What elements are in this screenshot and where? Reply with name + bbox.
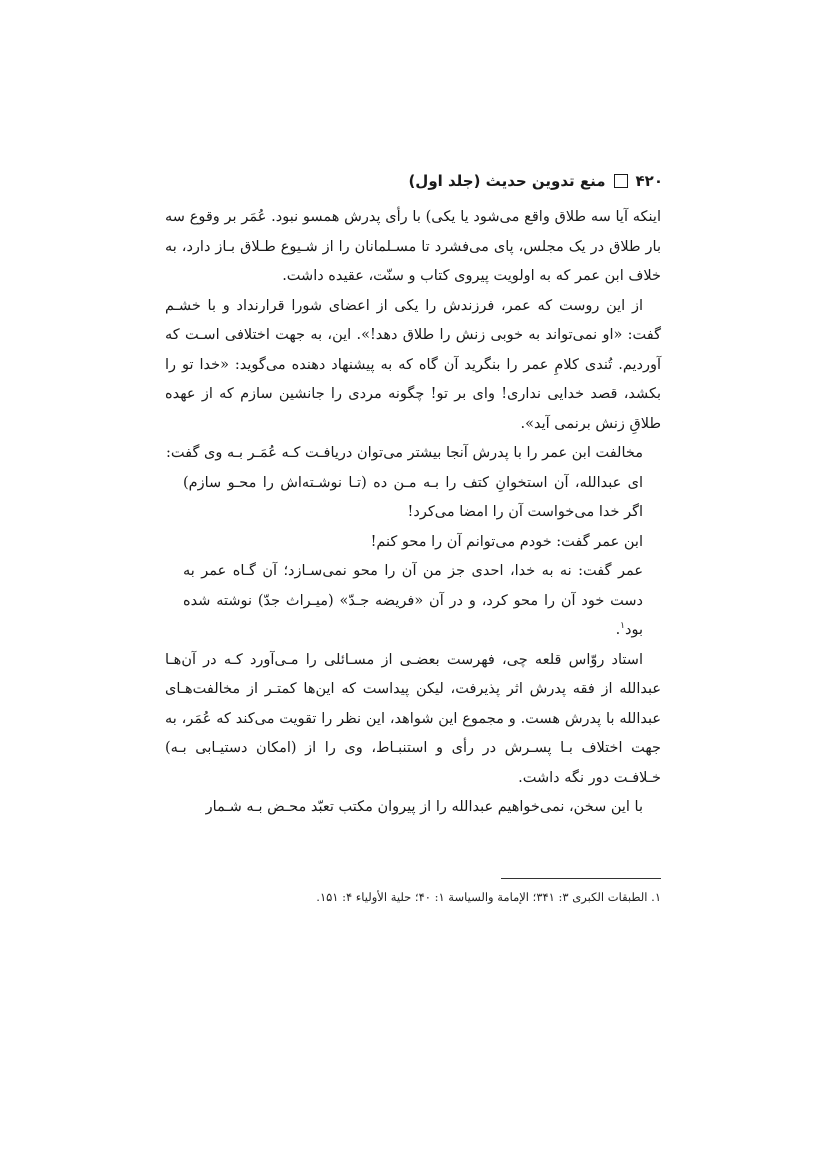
footnote-marker: ۱ <box>620 621 626 632</box>
paragraph: مخالفت ابن عمر را با پدرش آنجا بیشتر می‌توان دریافـت کـه عُمَـر بـه وی گفت: <box>166 445 643 461</box>
quote-line: ای عبدالله، آن استخوانِ کتف را بـه مـن ده (تـا نوشـته‌اش را محـو سازم) اگر خدا می‌خواست آن را امضا می‌کرد! <box>183 474 643 520</box>
quote-text: عمر گفت: نه به خدا، احدی جز من آن را محو نمی‌سـازد؛ آن گـاه عمر به دست خود آن را محو کرد، و در آن «فریضه جـدّ» (میـراث جدّ) نوشته شده بود <box>183 563 643 638</box>
quote-end-mark: . <box>615 622 621 638</box>
paragraph: اینکه آیا سه طلاق واقع می‌شود یا یکی) با رأی پدرش همسو نبود. عُمَر بر وقوع سه بار طلاق در یک مجلس، پای می‌فشرد تا مسـلمانان را از شـیوع طـلاق بـاز دارد، به خلاف ابن عمر که به اولویت پیروی کتاب و سنّت، عقیده داشت. <box>165 209 661 284</box>
paragraph: از این روست که عمر، فرزندش را یکی از اعضای شورا قرارنداد و با خشـم گفت: «او نمی‌تواند به خوبی زنش را طلاق دهد!». این، به جهت اختلافی اسـت که آوردیم. تُندی کلامِ عمر را بنگرید آن گاه که به پیشنهاد دهنده می‌گوید: «خدا تو را بکشد، قصد خدایی نداری! وای بر تو! چگونه مردی را جانشین سازم که از عهده طلاقِ زنش برنمی آید». <box>165 297 661 432</box>
quote-line <box>183 557 643 646</box>
paragraph: استاد روّاس قلعه چی، فهرست بعضـی از مسـائلی را مـی‌آورد کـه در آن‌هـا عبدالله از فقه پدرش اثر پذیرفت، لیکن پیداست که این‌ها کمتـر از مخالفت‌هـای عبدالله با پدرش هست. و مجموع این شواهد، این نظر را تقویت می‌کند که عُمَر، به جهت اختلاف بـا پسـرش در رأی و استنبـاط، وی را از (امکان دستیـابی بـه) خـلافـت دور نگه داشت. <box>165 651 661 786</box>
footnote: ۱. الطبقات الکبری ۳: ۳۴۱؛ الإمامة والسیاسة ۱: ۴۰؛ حلیة الأولیاء ۴: ۱۵۱. <box>316 890 661 904</box>
block-quote <box>165 469 661 646</box>
footnote-divider <box>501 878 661 879</box>
running-header <box>408 170 663 192</box>
page-number: ۴۲۰ <box>635 172 663 190</box>
square-bullet-icon <box>614 174 628 188</box>
book-title: منع تدوین حدیث (جلد اول) <box>408 172 606 190</box>
main-text <box>165 203 661 823</box>
quote-line: ابن عمر گفت: خودم می‌توانم آن را محو کنم! <box>370 533 643 550</box>
paragraph: با این سخن، نمی‌خواهیم عبدالله را از پیروان مکتب تعبّد محـض بـه شـمار <box>205 799 643 815</box>
